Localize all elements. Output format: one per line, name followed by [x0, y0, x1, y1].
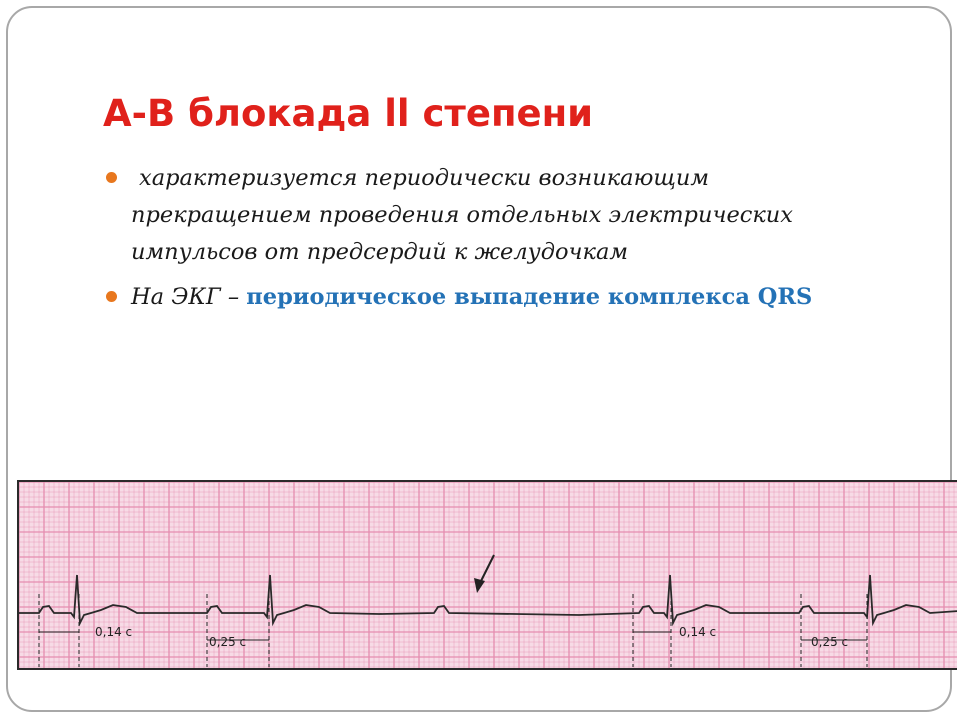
bullet-text [131, 284, 812, 310]
bullet-text [131, 165, 793, 265]
bullet-text-content: характеризуется периодически возникающим прекращением проведения отдельных электрических импульсов от предсердий к желудочкам [131, 165, 793, 265]
bullet-prefix: На ЭКГ – [131, 284, 247, 310]
interval-label: 0,14 с [679, 625, 717, 639]
highlight-text: периодическое выпадение комплекса [246, 284, 758, 310]
interval-label: 0,25 с [811, 635, 849, 649]
bullet-list [103, 160, 863, 324]
slide-title: А-В блокада ll степени [103, 92, 594, 135]
highlight-qrs: QRS [757, 284, 813, 310]
interval-label: 0,14 с [95, 625, 133, 639]
dropped-qrs-arrow-head [474, 578, 485, 593]
ecg-interval-markers [39, 594, 867, 667]
bullet-item [103, 160, 863, 271]
bullet-dot-icon [106, 291, 117, 302]
bullet-dot-icon [106, 172, 117, 183]
ecg-graph [19, 482, 957, 670]
ecg-strip [17, 480, 957, 670]
bullet-item [103, 279, 863, 316]
interval-label: 0,25 с [209, 635, 247, 649]
